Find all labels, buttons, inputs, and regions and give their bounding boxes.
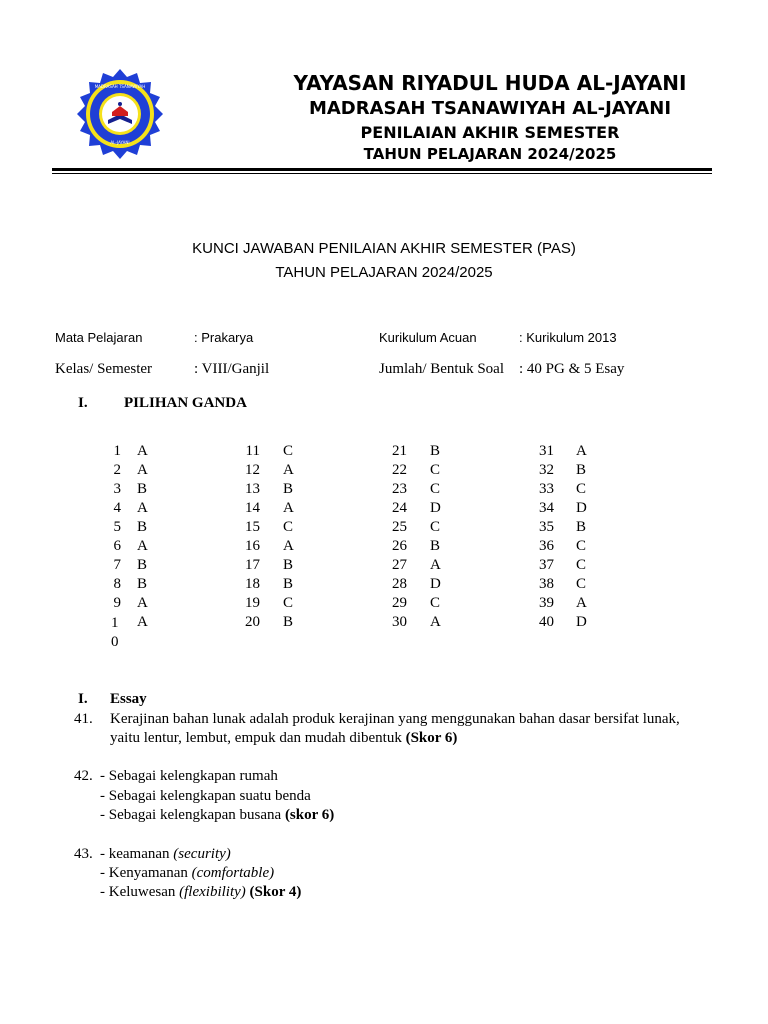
answer-letter: A xyxy=(137,500,148,516)
subject-label: Mata Pelajaran xyxy=(55,330,143,345)
q43-item-row xyxy=(100,846,231,863)
answer-number: 6 xyxy=(113,538,121,554)
q41-line2: yaitu lentur, lembut, empuk dan mudah dibentuk xyxy=(110,730,402,746)
answer-letter: C xyxy=(430,481,441,497)
q43-score: (Skor 4) xyxy=(249,884,302,900)
answer-letter: A xyxy=(137,462,148,478)
answer-number: 8 xyxy=(113,576,121,592)
q43-item-english: (flexibility) xyxy=(179,884,246,900)
answer-number: 1 xyxy=(113,443,121,459)
answer-number: 27 xyxy=(392,557,407,573)
answer-letter: B xyxy=(283,576,294,592)
answer-letter: C xyxy=(430,595,441,611)
answer-number: 12 xyxy=(245,462,260,478)
answer-number: 4 xyxy=(113,500,121,516)
answer-number: 36 xyxy=(539,538,554,554)
q42-item-row xyxy=(100,807,334,824)
doc-title-line1: KUNCI JAWABAN PENILAIAN AKHIR SEMESTER (PAS) xyxy=(192,240,576,257)
answer-number: 32 xyxy=(539,462,554,478)
answer-letter: C xyxy=(576,538,587,554)
answer-letter: D xyxy=(430,500,441,516)
answer-number: 19 xyxy=(245,595,260,611)
answer-number: 16 xyxy=(245,538,260,554)
q42-item: - Sebagai kelengkapan busana xyxy=(100,807,282,823)
answer-number: 5 xyxy=(113,519,121,535)
answer-letter: B xyxy=(430,538,441,554)
answer-letter: D xyxy=(576,614,587,630)
question-count-value: : 40 PG & 5 Esay xyxy=(519,361,625,377)
answer-letter: A xyxy=(283,462,294,478)
q41-score: (Skor 6) xyxy=(405,730,458,746)
section1-title: PILIHAN GANDA xyxy=(124,395,247,411)
question-count-label: Jumlah/ Bentuk Soal xyxy=(379,361,504,377)
answer-number: 7 xyxy=(113,557,121,573)
answer-letter: A xyxy=(137,595,148,611)
answer-letter: A xyxy=(137,614,148,630)
class-value: : VIII/Ganjil xyxy=(194,361,270,377)
answer-number: 17 xyxy=(245,557,260,573)
answer-number: 10 xyxy=(111,615,119,650)
q43-item-english: (security) xyxy=(173,846,231,862)
exam-name: PENILAIAN AKHIR SEMESTER xyxy=(360,123,620,142)
answer-letter: A xyxy=(283,500,294,516)
q43-item: - keamanan xyxy=(100,846,170,862)
school-year: TAHUN PELAJARAN 2024/2025 xyxy=(363,145,617,163)
school-name: MADRASAH TSANAWIYAH AL-JAYANI xyxy=(308,98,672,119)
answer-number: 24 xyxy=(392,500,407,516)
answer-number: 14 xyxy=(245,500,260,516)
answer-number: 23 xyxy=(392,481,407,497)
answer-letter: B xyxy=(137,519,148,535)
header-divider-thin xyxy=(52,173,712,174)
answer-letter: C xyxy=(430,519,441,535)
answer-number: 38 xyxy=(539,576,554,592)
answer-letter: D xyxy=(430,576,441,592)
q43-number: 43. xyxy=(74,846,93,862)
answer-number: 37 xyxy=(539,557,554,573)
answer-letter: D xyxy=(576,500,587,516)
answer-letter: C xyxy=(430,462,441,478)
answer-number: 2 xyxy=(113,462,121,478)
q41-number: 41. xyxy=(74,711,93,727)
answer-letter: C xyxy=(283,595,294,611)
school-logo xyxy=(74,68,166,160)
q43-item: - Kenyamanan xyxy=(100,865,188,881)
answer-letter: B xyxy=(137,557,148,573)
answer-number: 31 xyxy=(539,443,554,459)
answer-letter: C xyxy=(576,557,587,573)
doc-title-line2: TAHUN PELAJARAN 2024/2025 xyxy=(275,264,493,281)
q41-line2-row xyxy=(110,730,457,747)
answer-number: 9 xyxy=(113,595,121,611)
answer-letter: A xyxy=(576,443,587,459)
q42-item: - Sebagai kelengkapan suatu benda xyxy=(100,788,311,804)
q42-score: (skor 6) xyxy=(284,807,335,823)
section2-title: Essay xyxy=(110,691,147,707)
answer-letter: C xyxy=(576,576,587,592)
answer-letter: B xyxy=(283,614,294,630)
answer-letter: A xyxy=(283,538,294,554)
answer-number: 33 xyxy=(539,481,554,497)
answer-letter: A xyxy=(576,595,587,611)
q42-number: 42. xyxy=(74,768,93,784)
answer-letter: A xyxy=(430,557,441,573)
answer-letter: C xyxy=(283,519,294,535)
answer-number: 25 xyxy=(392,519,407,535)
q43-item: - Keluwesan xyxy=(100,884,176,900)
logo-emblem-icon xyxy=(74,68,166,160)
answer-number: 35 xyxy=(539,519,554,535)
curriculum-value: : Kurikulum 2013 xyxy=(519,330,617,345)
answer-letter: B xyxy=(576,519,587,535)
header-divider-thick xyxy=(52,168,712,171)
answer-number: 29 xyxy=(392,595,407,611)
answer-letter: B xyxy=(576,462,587,478)
answer-letter: C xyxy=(576,481,587,497)
answer-letter: B xyxy=(137,576,148,592)
answer-number: 13 xyxy=(245,481,260,497)
q43-item-english: (comfortable) xyxy=(191,865,275,881)
q41-line1: Kerajinan bahan lunak adalah produk kerajinan yang menggunakan bahan dasar bersifat lunak, xyxy=(110,711,680,727)
answer-letter: B xyxy=(137,481,148,497)
svg-text:MADRASAH TSANAWIYAH: MADRASAH TSANAWIYAH xyxy=(94,84,146,89)
subject-value: : Prakarya xyxy=(194,330,254,345)
answer-letter: B xyxy=(430,443,441,459)
svg-text:AL-JAYANI: AL-JAYANI xyxy=(110,140,130,145)
section1-numeral: I. xyxy=(78,395,88,411)
q42-item: - Sebagai kelengkapan rumah xyxy=(100,768,278,784)
answer-number: 40 xyxy=(539,614,554,630)
answer-number: 15 xyxy=(245,519,260,535)
answer-number: 22 xyxy=(392,462,407,478)
answer-number: 21 xyxy=(392,443,407,459)
answer-number: 3 xyxy=(113,481,121,497)
answer-letter: A xyxy=(430,614,441,630)
q43-item-row xyxy=(100,865,274,882)
curriculum-label: Kurikulum Acuan xyxy=(379,330,477,345)
answer-letter: A xyxy=(137,538,148,554)
answer-letter: B xyxy=(283,557,294,573)
answer-number: 20 xyxy=(245,614,260,630)
answer-number: 30 xyxy=(392,614,407,630)
q43-item-row xyxy=(100,884,301,901)
answer-number: 18 xyxy=(245,576,260,592)
answer-number: 28 xyxy=(392,576,407,592)
answer-number: 39 xyxy=(539,595,554,611)
answer-number: 11 xyxy=(245,443,260,459)
answer-letter: C xyxy=(283,443,294,459)
foundation-title: YAYASAN RIYADUL HUDA AL-JAYANI xyxy=(293,71,687,95)
answer-letter: B xyxy=(283,481,294,497)
section2-numeral: I. xyxy=(78,691,88,707)
class-label: Kelas/ Semester xyxy=(55,361,153,377)
answer-number: 34 xyxy=(539,500,554,516)
answer-number: 26 xyxy=(392,538,407,554)
answer-letter: A xyxy=(137,443,148,459)
